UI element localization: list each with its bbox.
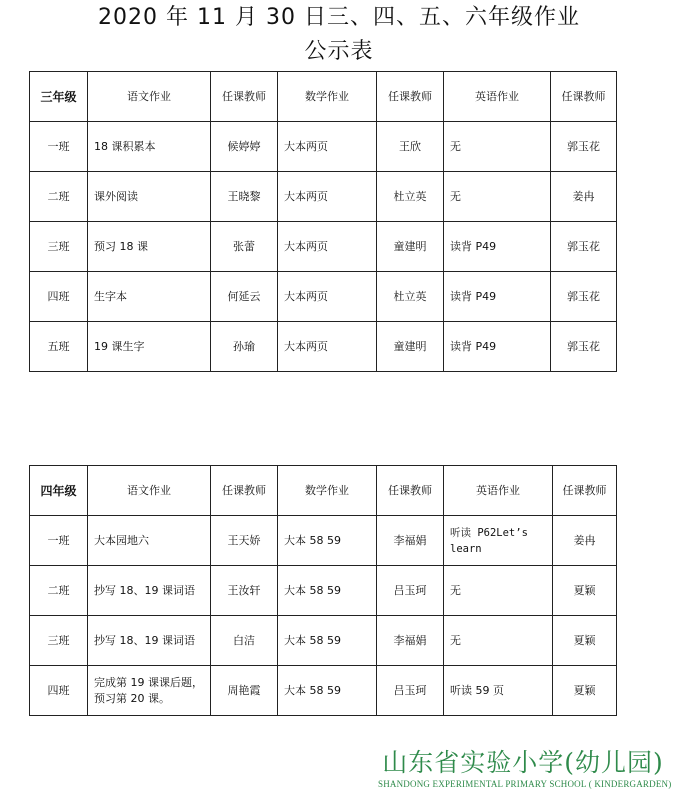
header-chinese-homework: 语文作业 — [88, 72, 211, 122]
table-header-row — [30, 72, 617, 122]
math-homework-cell: 大本两页 — [278, 222, 377, 272]
math-homework-cell: 大本 58 59 — [278, 666, 377, 716]
math-teacher-cell: 杜立英 — [377, 272, 444, 322]
math-homework-cell: 大本两页 — [278, 272, 377, 322]
chinese-homework-cell: 完成第 19 课课后题，预习第 20 课。 — [88, 666, 211, 716]
chinese-teacher-cell: 周艳霞 — [211, 666, 278, 716]
english-homework-cell: 无 — [444, 566, 553, 616]
math-teacher-cell: 吕玉珂 — [377, 666, 444, 716]
class-cell: 一班 — [30, 122, 88, 172]
english-homework-cell: 无 — [444, 122, 551, 172]
chinese-teacher-cell: 候婷婷 — [211, 122, 278, 172]
chinese-teacher-cell: 王晓黎 — [211, 172, 278, 222]
math-homework-cell: 大本两页 — [278, 122, 377, 172]
chinese-homework-cell: 预习 18 课 — [88, 222, 211, 272]
table-row — [30, 272, 617, 322]
english-homework-cell: 读背 P49 — [444, 272, 551, 322]
english-teacher-cell: 郭玉花 — [551, 272, 617, 322]
header-chinese-homework: 语文作业 — [88, 466, 211, 516]
chinese-homework-cell: 19 课生字 — [88, 322, 211, 372]
chinese-teacher-cell: 何延云 — [211, 272, 278, 322]
class-cell: 二班 — [30, 566, 88, 616]
class-cell: 一班 — [30, 516, 88, 566]
english-teacher-cell: 郭玉花 — [551, 222, 617, 272]
chinese-homework-cell: 课外阅读 — [88, 172, 211, 222]
header-english-homework: 英语作业 — [444, 72, 551, 122]
grade-label: 三年级 — [30, 72, 88, 122]
table-row — [30, 322, 617, 372]
class-cell: 三班 — [30, 616, 88, 666]
class-cell: 二班 — [30, 172, 88, 222]
school-name-chinese: 山东省实验小学(幼儿园) — [382, 748, 664, 777]
class-cell: 四班 — [30, 666, 88, 716]
math-homework-cell: 大本 58 59 — [278, 516, 377, 566]
english-homework-cell: 读背 P49 — [444, 322, 551, 372]
english-homework-cell: 听读 59 页 — [444, 666, 553, 716]
table-row — [30, 666, 617, 716]
chinese-teacher-cell: 张蕾 — [211, 222, 278, 272]
english-teacher-cell: 郭玉花 — [551, 322, 617, 372]
class-cell: 四班 — [30, 272, 88, 322]
header-teacher: 任课教师 — [377, 466, 444, 516]
math-teacher-cell: 吕玉珂 — [377, 566, 444, 616]
header-teacher: 任课教师 — [211, 72, 278, 122]
english-teacher-cell: 郭玉花 — [551, 122, 617, 172]
chinese-teacher-cell: 孙瑜 — [211, 322, 278, 372]
page-title: 2020 年 11 月 30 日三、四、五、六年级作业 — [98, 5, 580, 30]
math-teacher-cell: 李福娟 — [377, 616, 444, 666]
english-teacher-cell: 夏颖 — [553, 566, 617, 616]
table-row — [30, 616, 617, 666]
chinese-homework-cell: 抄写 18、19 课词语 — [88, 616, 211, 666]
english-teacher-cell: 姜冉 — [551, 172, 617, 222]
class-cell: 三班 — [30, 222, 88, 272]
chinese-homework-cell: 18 课积累本 — [88, 122, 211, 172]
table-header-row — [30, 466, 617, 516]
header-teacher: 任课教师 — [211, 466, 278, 516]
math-teacher-cell: 王欣 — [377, 122, 444, 172]
table-row — [30, 172, 617, 222]
grade-3-homework-table — [29, 71, 617, 372]
grade-4-homework-table — [29, 465, 617, 716]
chinese-teacher-cell: 王汝轩 — [211, 566, 278, 616]
school-logo — [378, 748, 672, 790]
header-english-homework: 英语作业 — [444, 466, 553, 516]
math-homework-cell: 大本两页 — [278, 172, 377, 222]
header-math-homework: 数学作业 — [278, 72, 377, 122]
math-teacher-cell: 童建明 — [377, 222, 444, 272]
chinese-teacher-cell: 白洁 — [211, 616, 278, 666]
english-homework-cell: 无 — [444, 172, 551, 222]
math-homework-cell: 大本 58 59 — [278, 566, 377, 616]
table-row — [30, 222, 617, 272]
grade-label: 四年级 — [30, 466, 88, 516]
chinese-homework-cell: 大本园地六 — [88, 516, 211, 566]
table-row — [30, 516, 617, 566]
english-homework-cell: 听读 P62Let’s learn — [444, 516, 553, 566]
header-teacher: 任课教师 — [377, 72, 444, 122]
class-cell: 五班 — [30, 322, 88, 372]
english-teacher-cell: 姜冉 — [553, 516, 617, 566]
math-homework-cell: 大本两页 — [278, 322, 377, 372]
english-teacher-cell: 夏颖 — [553, 666, 617, 716]
math-teacher-cell: 杜立英 — [377, 172, 444, 222]
math-teacher-cell: 童建明 — [377, 322, 444, 372]
chinese-homework-cell: 抄写 18、19 课词语 — [88, 566, 211, 616]
header-teacher: 任课教师 — [553, 466, 617, 516]
math-teacher-cell: 李福娟 — [377, 516, 444, 566]
header-math-homework: 数学作业 — [278, 466, 377, 516]
english-homework-cell: 无 — [444, 616, 553, 666]
header-teacher: 任课教师 — [551, 72, 617, 122]
page-subtitle: 公示表 — [304, 39, 374, 64]
chinese-teacher-cell: 王天娇 — [211, 516, 278, 566]
math-homework-cell: 大本 58 59 — [278, 616, 377, 666]
school-name-english: SHANDONG EXPERIMENTAL PRIMARY SCHOOL ( KINDERGARDEN) — [378, 779, 672, 789]
table-row — [30, 122, 617, 172]
table-row — [30, 566, 617, 616]
english-homework-cell: 读背 P49 — [444, 222, 551, 272]
chinese-homework-cell: 生字本 — [88, 272, 211, 322]
english-teacher-cell: 夏颖 — [553, 616, 617, 666]
